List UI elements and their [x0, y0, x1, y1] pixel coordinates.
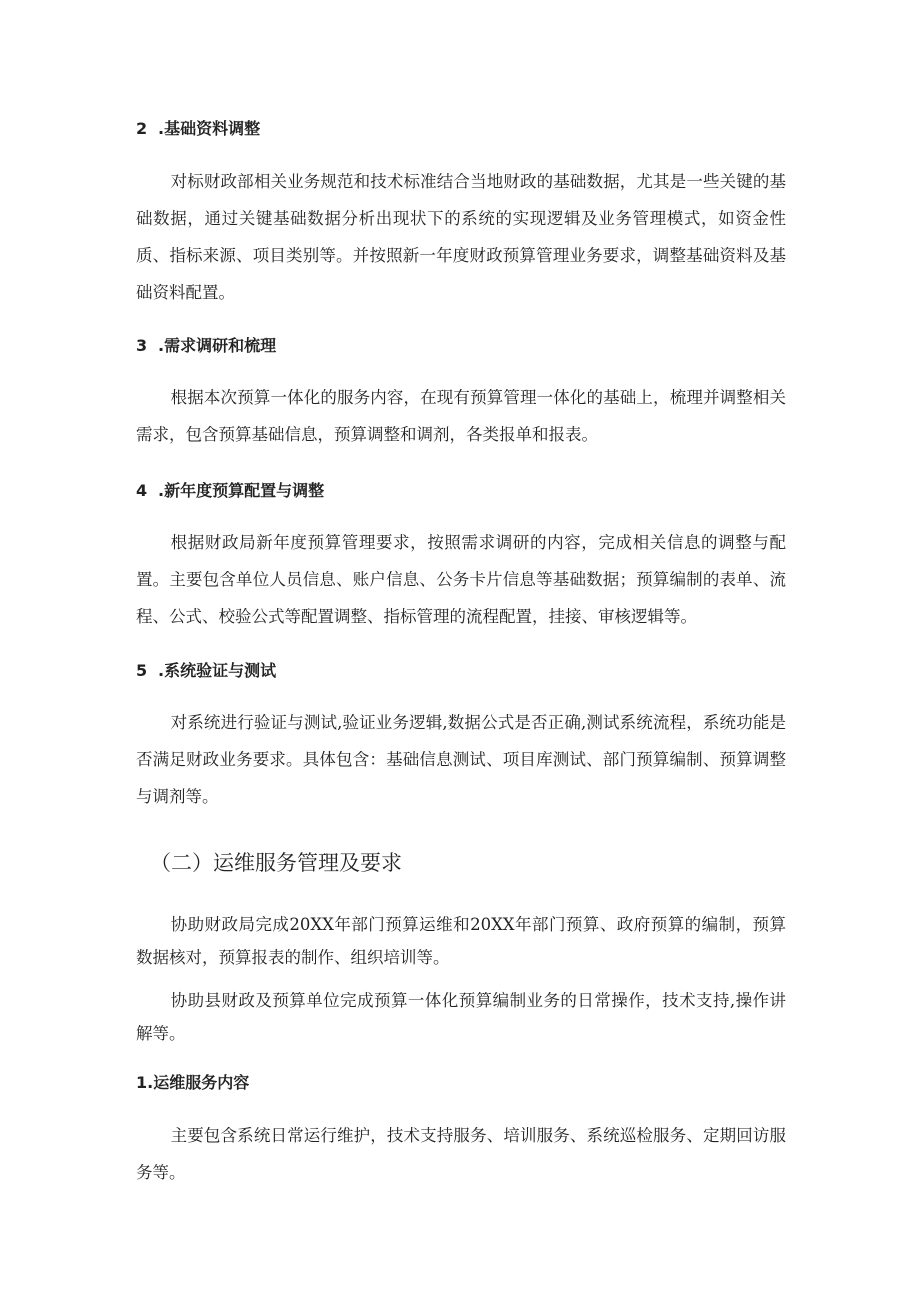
subsection-paragraph: 主要包含系统日常运行维护，技术支持服务、培训服务、系统巡检服务、定期回访服务等。	[136, 1126, 786, 1182]
section-4-paragraph: 根据财政局新年度预算管理要求，按照需求调研的内容，完成相关信息的调整与配置。主要包含单位人员信息、账户信息、公务卡片信息等基础数据；预算编制的表单、流程、公式、校验公式等配置调整、指标管理的流程配置，挂接、审核逻辑等。	[136, 533, 786, 626]
section-title: .需求调研和梳理	[158, 336, 277, 355]
section-4-heading	[136, 481, 324, 501]
subsection-heading: 1.运维服务内容	[136, 1073, 250, 1092]
section-number: 3	[136, 336, 148, 355]
part-two-paragraph-2: 协助县财政及预算单位完成预算一体化预算编制业务的日常操作，技术支持,操作讲解等。	[136, 991, 786, 1043]
part-two-paragraph-1: 协助财政局完成20XX年部门预算运维和20XX年部门预算、政府预算的编制，预算数据核对，预算报表的制作、组织培训等。	[136, 915, 786, 967]
part-two-title: （二）运维服务管理及要求	[150, 851, 402, 875]
section-number: 2	[136, 119, 148, 138]
section-2-paragraph: 对标财政部相关业务规范和技术标准结合当地财政的基础数据，尤其是一些关键的基础数据，通过关键基础数据分析出现状下的系统的实现逻辑及业务管理模式，如资金性质、指标来源、项目类别等。并按照新一年度财政预算管理业务要求，调整基础资料及基础资料配置。	[136, 172, 786, 302]
section-3-heading	[136, 336, 276, 356]
section-title: .新年度预算配置与调整	[158, 481, 325, 500]
section-number: 5	[136, 661, 148, 680]
section-5-heading	[136, 661, 276, 681]
section-number: 4	[136, 481, 148, 500]
section-2-heading	[136, 119, 260, 139]
section-title: .系统验证与测试	[158, 661, 277, 680]
section-5-paragraph: 对系统进行验证与测试,验证业务逻辑,数据公式是否正确,测试系统流程，系统功能是否满足财政业务要求。具体包含：基础信息测试、项目库测试、部门预算编制、预算调整与调剂等。	[136, 713, 786, 806]
section-title: .基础资料调整	[158, 119, 261, 138]
section-3-paragraph: 根据本次预算一体化的服务内容，在现有预算管理一体化的基础上，梳理并调整相关需求，包含预算基础信息，预算调整和调剂，各类报单和报表。	[136, 388, 786, 444]
